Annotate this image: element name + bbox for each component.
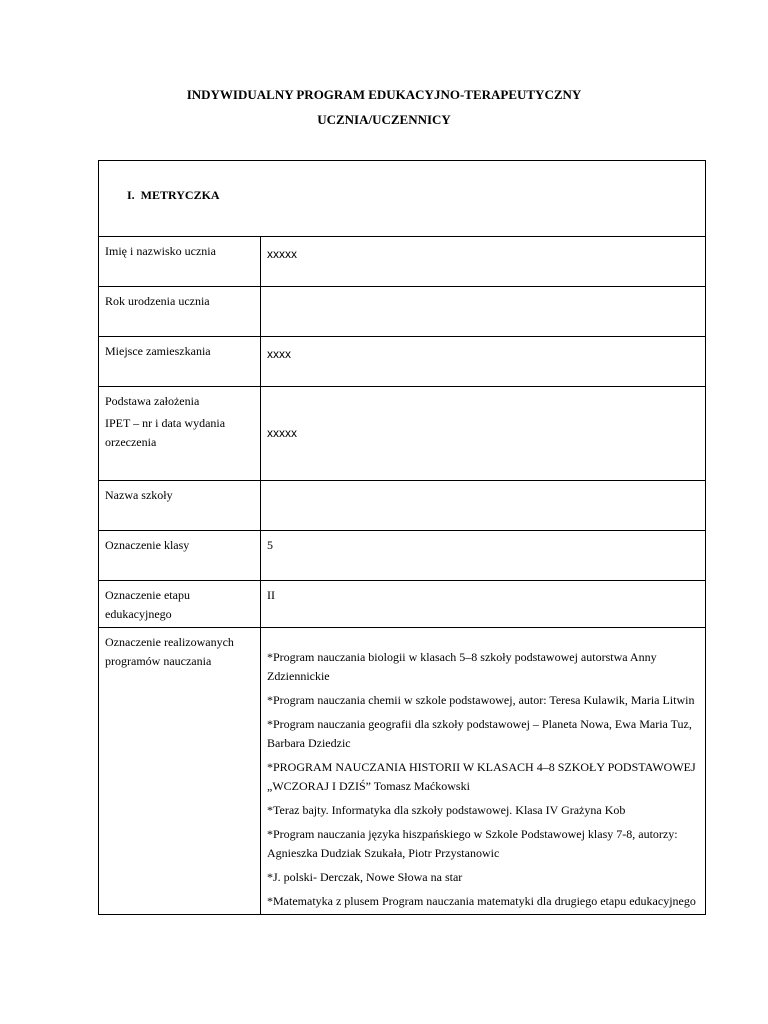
row-value-name: xxxxx xyxy=(261,237,706,287)
row-value-school xyxy=(261,481,706,531)
row-label-basis xyxy=(99,387,261,481)
row-label-residence: Miejsce zamieszkania xyxy=(99,337,261,387)
table-row xyxy=(99,628,706,915)
basis-label-line2: IPET – nr i data wydania orzeczenia xyxy=(105,416,226,449)
programs-list xyxy=(261,628,706,915)
row-label-programs: Oznaczenie realizowanych programów nauczania xyxy=(99,628,261,915)
list-item: *Teraz bajty. Informatyka dla szkoły podstawowej. Klasa IV Grażyna Kob xyxy=(267,803,626,817)
metryczka-table xyxy=(98,160,706,915)
table-row xyxy=(99,531,706,581)
row-value-residence: xxxx xyxy=(261,337,706,387)
row-label-stage: Oznaczenie etapu edukacyjnego xyxy=(99,581,261,628)
row-value-basis: xxxxx xyxy=(261,387,706,481)
table-row xyxy=(99,481,706,531)
basis-label-line1: Podstawa założenia xyxy=(105,394,200,408)
list-item: *Matematyka z plusem Program nauczania matematyki dla drugiego etapu edukacyjnego xyxy=(267,894,696,908)
section-heading xyxy=(99,161,706,237)
row-value-birth-year xyxy=(261,287,706,337)
list-item: *Program nauczania biologii w klasach 5–8 szkoły podstawowej autorstwa Anny Zdziennickie xyxy=(267,650,657,683)
row-label-class: Oznaczenie klasy xyxy=(99,531,261,581)
document-subtitle: UCZNIA/UCZENNICY xyxy=(317,112,451,127)
section-number: I. xyxy=(127,188,135,202)
section-title: METRYCZKA xyxy=(140,188,220,202)
list-item: *J. polski- Derczak, Nowe Słowa na star xyxy=(267,870,463,884)
table-row xyxy=(99,287,706,337)
table-row xyxy=(99,387,706,481)
list-item: *Program nauczania chemii w szkole podstawowej, autor: Teresa Kulawik, Maria Litwin xyxy=(267,693,695,707)
row-label-birth-year: Rok urodzenia ucznia xyxy=(99,287,261,337)
list-item: *PROGRAM NAUCZANIA HISTORII W KLASACH 4–8 SZKOŁY PODSTAWOWEJ „WCZORAJ I DZIŚ” Tomasz Maćkowski xyxy=(267,760,696,793)
list-item: *Program nauczania języka hiszpańskiego w Szkole Podstawowej klasy 7-8, autorzy: Agnieszka Dudziak Szukała, Piotr Przystanowic xyxy=(267,827,678,860)
table-row xyxy=(99,581,706,628)
document-title: INDYWIDUALNY PROGRAM EDUKACYJNO-TERAPEUTYCZNY xyxy=(186,87,582,102)
table-row xyxy=(99,337,706,387)
list-item: *Program nauczania geografii dla szkoły podstawowej – Planeta Nowa, Ewa Maria Tuz, Barbara Dziedzic xyxy=(267,717,692,750)
row-label-name: Imię i nazwisko ucznia xyxy=(99,237,261,287)
row-label-school: Nazwa szkoły xyxy=(99,481,261,531)
row-value-class: 5 xyxy=(261,531,706,581)
table-row xyxy=(99,237,706,287)
row-value-stage: II xyxy=(261,581,706,628)
section-header-row xyxy=(99,161,706,237)
